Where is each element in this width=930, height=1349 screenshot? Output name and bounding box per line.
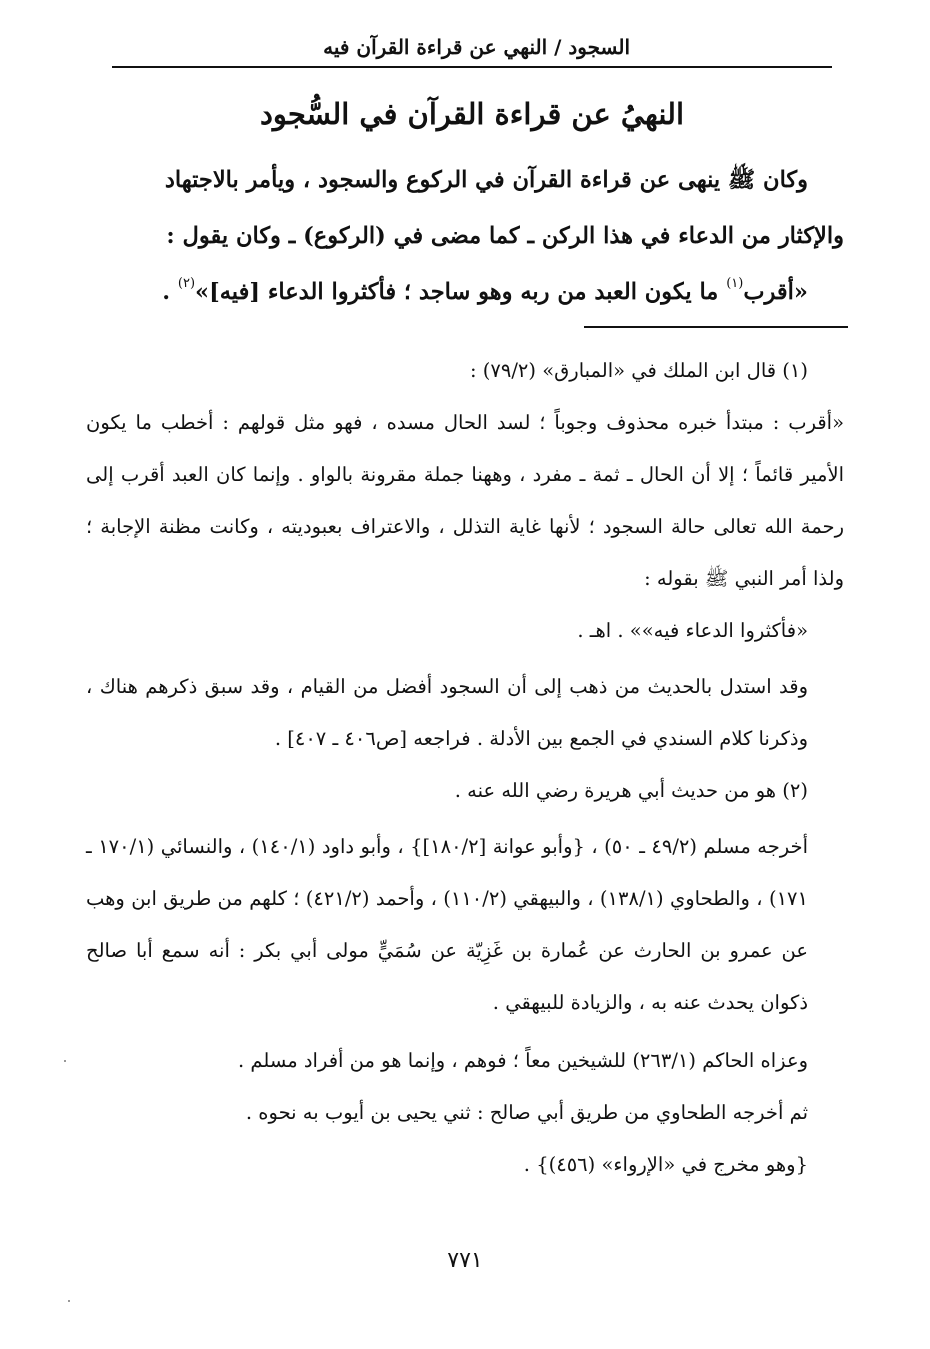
footnote-reference-1[interactable]: (١) <box>726 276 744 291</box>
main-text-line <box>84 264 844 320</box>
main-text-line: وكان ﷺ ينهى عن قراءة القرآن في الركوع والسجود ، ويأمر بالاجتهاد <box>164 167 808 193</box>
main-text-line: والإكثار من الدعاء في هذا الركن ـ كما مضى في (الركوع) ـ وكان يقول : <box>166 223 844 249</box>
header-divider <box>112 66 832 68</box>
footnote-divider <box>584 326 848 328</box>
running-header: السجود / النهي عن قراءة القرآن فيه <box>323 35 630 59</box>
hadith-text-rest: ما يكون العبد من ربه وهو ساجد ؛ فأكثروا الدعاء [فيه]» <box>195 279 727 305</box>
footnote-1-intro: (١) قال ابن الملك في «المبارق» (٧٩/٢) : <box>470 359 808 382</box>
scan-speck <box>64 1060 66 1062</box>
footnote-2-hakim: وعزاه الحاكم (٢٦٣/١) للشيخين معاً ؛ فوهم ، وإنما هو من أفراد مسلم . <box>238 1049 808 1072</box>
chapter-title: النهيُ عن قراءة القرآن في السُّجود <box>259 97 685 131</box>
footnotes <box>86 345 844 1191</box>
footnote-1-note: وقد استدل بالحديث من ذهب إلى أن السجود أفضل من القيام ، وقد سبق ذكرهم هناك ، وذكرنا كلام السندي في الجمع بين الأدلة . فراجعه [ص٤٠٦ ـ ٤٠٧] . <box>86 675 808 750</box>
main-text <box>84 152 844 320</box>
footnote-2-irwa: {وهو مخرج في «الإرواء» (٤٥٦)} . <box>523 1153 808 1176</box>
hadith-text-end: . <box>162 279 178 305</box>
scan-speck <box>68 1300 70 1302</box>
footnote-reference-2[interactable]: (٢) <box>177 276 196 291</box>
footnote-1-quote-end: «فأكثروا الدعاء فيه»» . اهـ . <box>577 619 808 642</box>
hadith-text-start: «أقرب <box>743 279 808 305</box>
footnote-2-tahawi: ثم أخرجه الطحاوي من طريق أبي صالح : ثني يحيى بن أيوب به نحوه . <box>245 1101 808 1124</box>
footnote-1-quote: «أقرب : مبتدأ خبره محذوف وجوباً ؛ لسد الحال مسده ، فهو مثل قولهم : أخطب ما يكون الأمير قائماً ؛ إلا أن الحال ـ ثمة ـ مفرد ، وههنا جملة مقرونة بالواو . وإنما كان العبد أقرب إلى رحمة الله تعالى حالة السجود ؛ لأنها غاية التذلل ، والاعتراف بعبوديته ، وكانت مظنة الإجابة ؛ ولذا أمر النبي ﷺ بقوله : <box>86 411 844 590</box>
footnote-2-intro: (٢) هو من حديث أبي هريرة رضي الله عنه . <box>454 779 808 802</box>
page-number: ٧٧١ <box>447 1248 483 1273</box>
footnote-2-takhrij: أخرجه مسلم (٤٩/٢ ـ ٥٠) ، {وأبو عوانة [١٨٠/٢]} ، وأبو داود (١٤٠/١) ، والنسائي (١٧٠/١ ـ ١٧١) ، والطحاوي (١٣٨/١) ، والبيهقي (١١٠/٢) ، وأحمد (٤٢١/٢) ؛ كلهم من طريق ابن وهب عن عمرو بن الحارث عن عُمارة بن غَزِيّة عن سُمَيٍّ مولى أبي بكر : أنه سمع أبا صالح ذكوان يحدث عنه به ، والزيادة للبيهقي . <box>86 835 808 1014</box>
